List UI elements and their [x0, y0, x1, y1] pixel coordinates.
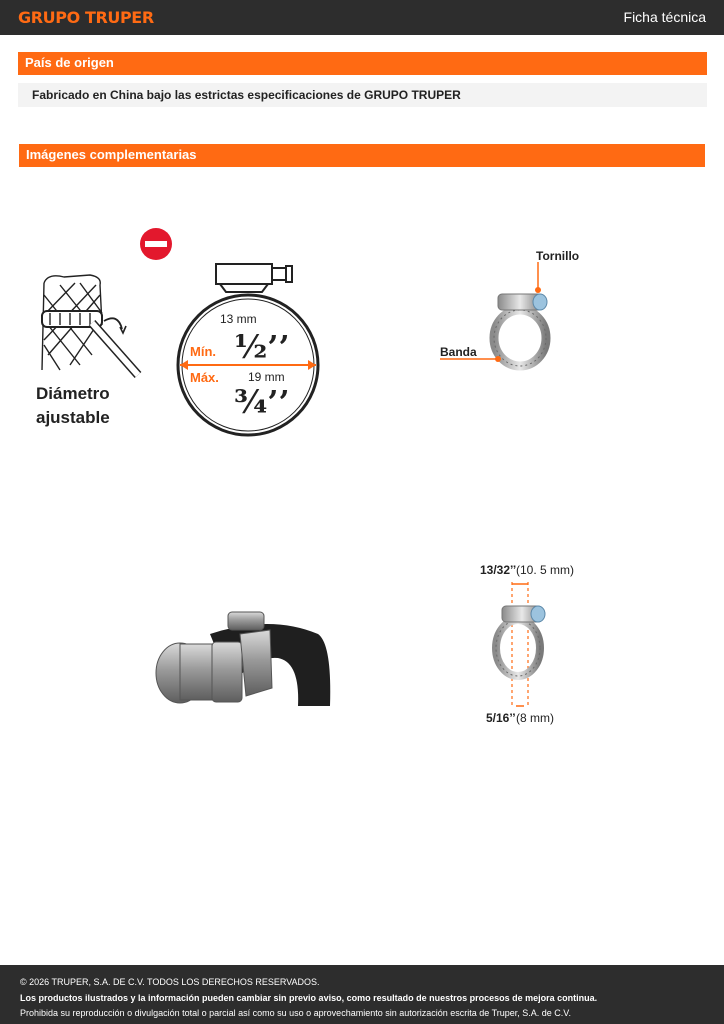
clamp-on-hose-image	[150, 600, 332, 708]
top-dimension-mm: (10. 5 mm)	[516, 563, 575, 577]
adjustable-diameter-image	[30, 225, 330, 445]
min-inch-label: ½’’	[234, 328, 290, 366]
origin-text: Fabricado en China bajo las estrictas especificaciones de GRUPO TRUPER	[18, 83, 707, 107]
footer-notice: Los productos ilustrados y la información pueden cambiar sin previo aviso, como resultado de nuestros procesos de mejora continua.	[20, 992, 598, 1003]
hose-clamp-icon	[494, 294, 547, 366]
min-label: Mín.	[190, 344, 216, 359]
footer-copyright: © 2026 TRUPER, S.A. DE C.V. TODOS LOS DERECHOS RESERVADOS.	[20, 977, 320, 987]
brand-logo: GRUPO TRUPER	[18, 8, 154, 27]
no-entry-icon	[140, 228, 172, 260]
footer-prohibition: Prohibida su reproducción o divulgación total o parcial así como su uso o aprovechamiento sin autorización escrita de Truper, S.A. de C.V.	[20, 1008, 571, 1018]
max-label: Máx.	[190, 370, 219, 385]
min-mm-label: 13 mm	[220, 312, 257, 326]
document-type-label: Ficha técnica	[623, 9, 706, 25]
band-label: Banda	[440, 345, 477, 359]
clamp-parts-image	[432, 240, 602, 380]
top-bar	[0, 0, 724, 35]
origin-section-header: País de origen	[18, 52, 707, 75]
caption-line2: ajustable	[36, 408, 110, 427]
images-section-header: Imágenes complementarias	[19, 144, 705, 167]
top-dimension-label: 13/32’’	[480, 563, 517, 577]
bottom-dimension-label: 5/16’’	[486, 711, 516, 725]
caption-line1: Diámetro	[36, 384, 110, 403]
screw-label: Tornillo	[536, 249, 580, 263]
hose-screwdriver-icon	[42, 275, 138, 375]
hose-clamp-icon	[496, 606, 545, 676]
footer	[0, 965, 724, 1024]
max-mm-label: 19 mm	[248, 370, 285, 384]
bottom-dimension-mm: (8 mm)	[516, 711, 554, 725]
clamp-dimensions-image	[474, 558, 584, 730]
max-inch-label: ¾’’	[234, 383, 290, 421]
